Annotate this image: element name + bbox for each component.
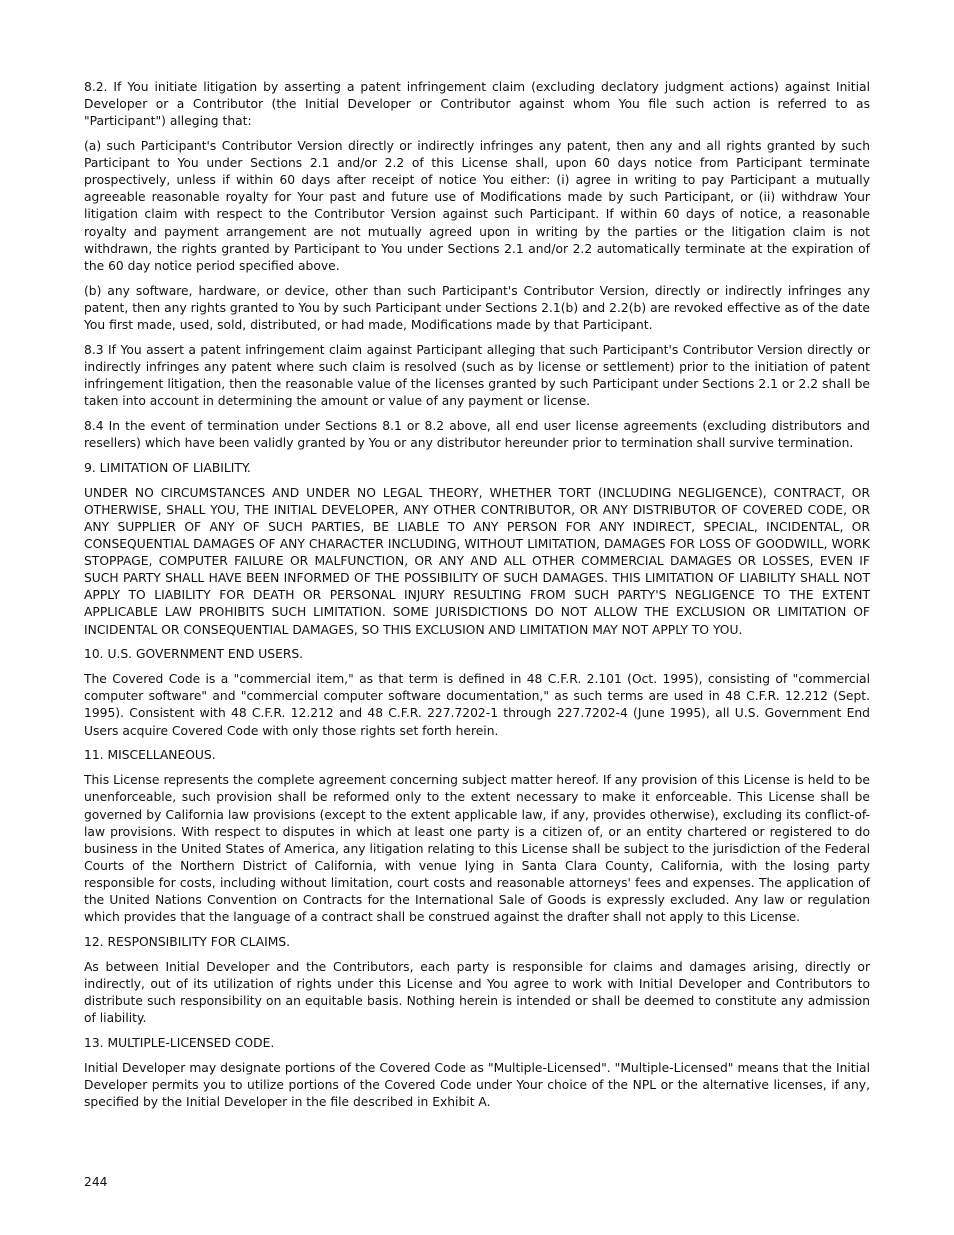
paragraph-8-2-a: (a) such Participant's Contributor Version directly or indirectly infringes any patent, then any and all rights granted by such Participant to You under Sections 2.1 and/or 2.2 of this License shall, upon 60 days notice from Participant terminate prospectively, unless if within 60 days after receipt of notice You either: (i) agree in writing to pay Participant a mutually agreeable reasonable royalty for Your past and future use of Modifications made by such Participant, or (ii) withdraw Your litigation claim with respect to the Contributor Version against such Participant. If within 60 days of notice, a reasonable royalty and payment arrangement are not mutually agreed upon in writing by the parties or the litigation claim is not withdrawn, the rights granted by Participant to You under Sections 2.1 and/or 2.2 automatically terminate at the expiration of the 60 day notice period specified above.: [84, 139, 870, 273]
paragraph-miscellaneous: This License represents the complete agreement concerning subject matter hereof. If any provision of this License is held to be unenforceable, such provision shall be reformed only to the extent necessary to make it enforceable. This License shall be governed by California law provisions (except to the extent applicable law, if any, provides otherwise), excluding its conflict-of-law provisions. With respect to disputes in which at least one party is a citizen of, or an entity chartered or registered to do business in the United States of America, any litigation relating to this License shall be subject to the jurisdiction of the Federal Courts of the Northern District of California, with venue lying in Santa Clara County, California, with the losing party responsible for costs, including without limitation, court costs and reasonable attorneys' fees and expenses. The application of the United Nations Convention on Contracts for the International Sale of Goods is expressly excluded. Any law or regulation which provides that the language of a contract shall be construed against the drafter shall not apply to this License.: [84, 773, 870, 925]
paragraph-8-2-b: (b) any software, hardware, or device, other than such Participant's Contributor Version, directly or indirectly infringes any patent, then any rights granted to You by such Participant under Sections 2.1(b) and 2.2(b) are revoked effective as of the date You first made, used, sold, distributed, or had made, Modifications made by that Participant.: [84, 283, 870, 332]
paragraph-responsibility-for-claims: As between Initial Developer and the Contributors, each party is responsible for claims and damages arising, directly or indirectly, out of its utilization of rights under this License and You agree to work with Initial Developer and Contributors to distribute such responsibility on an equitable basis. Nothing herein is intended or shall be deemed to constitute any admission of liability.: [84, 959, 870, 1026]
paragraph-limitation-of-liability: UNDER NO CIRCUMSTANCES AND UNDER NO LEGAL THEORY, WHETHER TORT (INCLUDING NEGLIGENCE), CONTRACT, OR OTHERWISE, SHALL YOU, THE INITIAL DEVELOPER, ANY OTHER CONTRIBUTOR, OR ANY DISTRIBUTOR OF COVERED CODE, OR ANY SUPPLIER OF ANY OF SUCH PARTIES, BE LIABLE TO ANY PERSON FOR ANY INDIRECT, SPECIAL, INCIDENTAL, OR CONSEQUENTIAL DAMAGES OF ANY CHARACTER INCLUDING, WITHOUT LIMITATION, DAMAGES FOR LOSS OF GOODWILL, WORK STOPPAGE, COMPUTER FAILURE OR MALFUNCTION, OR ANY AND ALL OTHER COMMERCIAL DAMAGES OR LOSSES, EVEN IF SUCH PARTY SHALL HAVE BEEN INFORMED OF THE POSSIBILITY OF SUCH DAMAGES. THIS LIMITATION OF LIABILITY SHALL NOT APPLY TO LIABILITY FOR DEATH OR PERSONAL INJURY RESULTING FROM SUCH PARTY'S NEGLIGENCE TO THE EXTENT APPLICABLE LAW PROHIBITS SUCH LIMITATION. SOME JURISDICTIONS DO NOT ALLOW THE EXCLUSION OR LIMITATION OF INCIDENTAL OR CONSEQUENTIAL DAMAGES, SO THIS EXCLUSION AND LIMITATION MAY NOT APPLY TO YOU.: [84, 485, 870, 637]
section-heading-11: 11. MISCELLANEOUS.: [84, 748, 216, 763]
page-number: 244: [84, 1175, 108, 1189]
document-body: [84, 79, 870, 1119]
paragraph-8-3: 8.3 If You assert a patent infringement claim against Participant alleging that such Participant's Contributor Version directly or indirectly infringes any patent where such claim is resolved (such as by license or settlement) prior to the initiation of patent infringement litigation, then the reasonable value of the licenses granted by such Participant under Sections 2.1 or 2.2 shall be taken into account in determining the amount or value of any payment or license.: [84, 342, 870, 408]
section-heading-13: 13. MULTIPLE-LICENSED CODE.: [84, 1036, 275, 1051]
paragraph-8-4: 8.4 In the event of termination under Sections 8.1 or 8.2 above, all end user license agreements (excluding distributors and resellers) which have been validly granted by You or any distributor hereunder prior to termination shall survive termination.: [84, 418, 870, 450]
paragraph-multiple-licensed-code: Initial Developer may designate portions of the Covered Code as "Multiple-Licensed". "Multiple-Licensed" means that the Initial Developer permits you to utilize portions of the Covered Code under Your choice of the NPL or the alternative licenses, if any, specified by the Initial Developer in the file described in Exhibit A.: [84, 1060, 870, 1110]
section-heading-12: 12. RESPONSIBILITY FOR CLAIMS.: [84, 934, 291, 949]
section-heading-10: 10. U.S. GOVERNMENT END USERS.: [84, 647, 304, 662]
paragraph-8-2: 8.2. If You initiate litigation by asserting a patent infringement claim (excluding declatory judgment actions) against Initial Developer or a Contributor (the Initial Developer or Contributor against whom You file such action is referred to as "Participant") alleging that:: [84, 80, 870, 129]
paragraph-government-end-users: The Covered Code is a "commercial item," as that term is defined in 48 C.F.R. 2.101 (Oct. 1995), consisting of "commercial computer software" and "commercial computer software documentation," as such terms are used in 48 C.F.R. 12.212 (Sept. 1995). Consistent with 48 C.F.R. 12.212 and 48 C.F.R. 227.7202-1 through 227.7202-4 (June 1995), all U.S. Government End Users acquire Covered Code with only those rights set forth herein.: [84, 672, 870, 738]
section-heading-9: 9. LIMITATION OF LIABILITY.: [84, 460, 251, 475]
